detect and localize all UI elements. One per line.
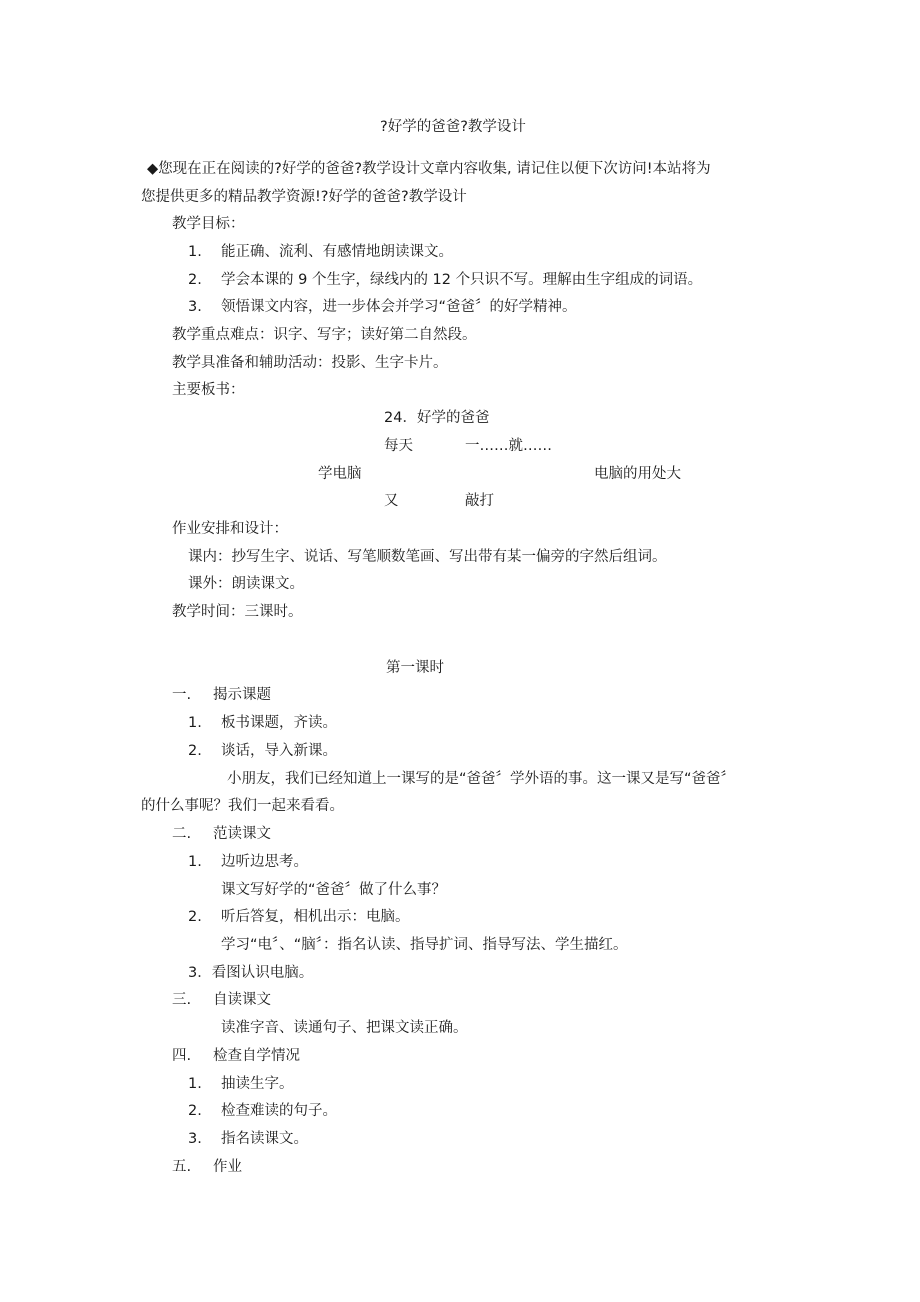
section-title: 自读课文 [213,992,271,1008]
section-heading [172,685,271,705]
list-item [188,741,337,761]
preparation: 教学具准备和辅助活动：投影、生字卡片。 [172,355,448,371]
homework-heading: 作业安排和设计： [172,521,288,537]
objective-number: 3. [188,299,202,315]
objective-item [188,297,577,317]
board-yi-jiu: 一……就…… [465,438,552,454]
list-item [188,1101,337,1121]
section-title: 检查自学情况 [213,1048,300,1064]
board-title: 24．好学的爸爸 [384,410,490,426]
objective-item [188,270,702,290]
list-text: 板书课题，齐读。 [221,715,337,731]
list-item [188,852,308,872]
list-item: 3．看图认识电脑。 [188,965,314,981]
list-text: 抽读生字。 [221,1076,294,1092]
teaching-time: 教学时间：三课时。 [172,604,303,620]
objective-text: 学会本课的 9 个生字，绿线内的 12 个只识不写。理解由生字组成的词语。 [221,272,703,288]
objective-text: 领悟课文内容，进一步体会并学习“爸爸〞的好学精神。 [221,299,577,315]
talk-line-1: 小朋友，我们已经知道上一课写的是“爸爸〞学外语的事。这一课又是写“爸爸〞 [227,771,736,787]
objective-number: 1. [188,244,202,260]
board-heading: 主要板书： [172,382,245,398]
intro-line-2: 您提供更多的精品教学资源!?好学的爸爸?教学设计 [141,189,467,205]
homework-in-class: 课内：抄写生字、说话、写笔顺数笔画、写出带有某一偏旁的字然后组词。 [188,549,667,565]
board-learn-computer: 学电脑 [318,466,362,482]
section-title: 作业 [213,1159,242,1175]
list-text: 边听边思考。 [221,854,308,870]
section-title: 揭示课题 [213,687,271,703]
section-heading [172,824,271,844]
objective-item [188,242,453,262]
section-title: 范读课文 [213,826,271,842]
list-item [188,713,337,733]
objective-text: 能正确、流利、有感情地朗读课文。 [221,244,453,260]
list-item [188,1074,294,1094]
list-number: 1. [188,854,202,870]
homework-after-class: 课外：朗读课文。 [188,576,304,592]
objectives-heading: 教学目标： [172,216,245,232]
list-item [188,907,410,927]
board-you: 又 [384,493,399,509]
list-text: 指名读课文。 [221,1131,308,1147]
section-number: 五. [172,1159,192,1175]
list-text: 检查难读的句子。 [221,1103,337,1119]
board-every-day: 每天 [384,438,413,454]
list-subtext: 学习“电〞、“脑〞：指名认读、指导扩词、指导写法、学生描红。 [221,937,628,953]
section-number: 一. [172,687,192,703]
list-number: 2. [188,743,202,759]
list-text: 听后答复，相机出示：电脑。 [221,909,410,925]
list-number: 2. [188,1103,202,1119]
section-heading [172,990,271,1010]
section-number: 三. [172,992,192,1008]
section-heading [172,1046,300,1066]
board-qiao-da: 敲打 [465,493,494,509]
list-item [188,1129,308,1149]
list-number: 1. [188,715,202,731]
list-number: 1. [188,1076,202,1092]
section-number: 二. [172,826,192,842]
lesson-heading: 第一课时 [386,660,444,676]
document-title: ?好学的爸爸?教学设计 [380,119,526,135]
list-number: 3. [188,1131,202,1147]
section-heading [172,1157,242,1177]
board-computer-use: 电脑的用处大 [594,466,681,482]
section-number: 四. [172,1048,192,1064]
talk-line-2: 的什么事呢？我们一起来看看。 [141,798,344,814]
list-subtext: 课文写好学的“爸爸〞做了什么事？ [221,882,447,898]
list-text: 谈话，导入新课。 [221,743,337,759]
list-number: 2. [188,909,202,925]
objective-number: 2. [188,272,202,288]
key-points: 教学重点难点：识字、写字；读好第二自然段。 [172,327,477,343]
section-text: 读准字音、读通句子、把课文读正确。 [221,1020,468,1036]
intro-line-1: ◆您现在正在阅读的?好学的爸爸?教学设计文章内容收集, 请记住以便下次访问!本站将为 [147,161,711,177]
